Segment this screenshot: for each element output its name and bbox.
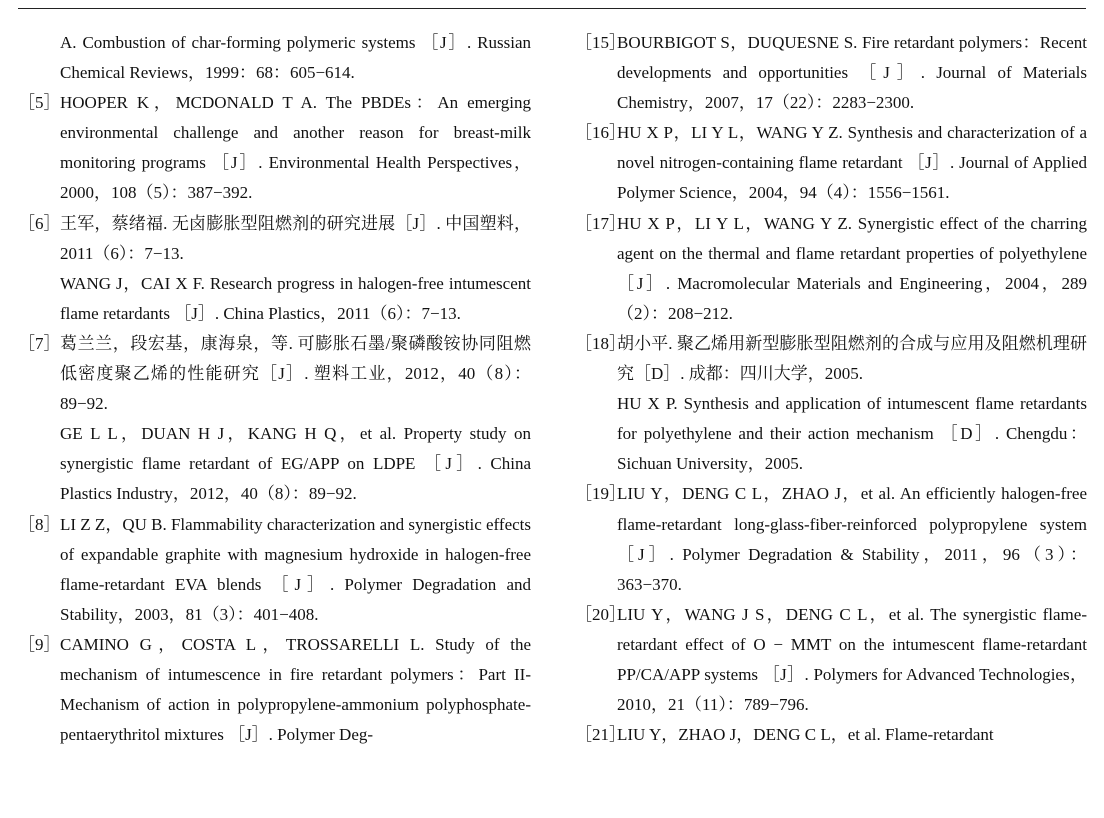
reference-entry [18,630,531,750]
reference-entry [18,510,531,630]
reference-text: HOOPER K，MCDONALD T A. The PBDEs：An emerging environmental challenge and another reason for breast-milk monitoring programs ［J］. Environmental Health Perspectives，2000，108（5）：387−392. [60,93,531,203]
reference-entry [18,88,531,208]
reference-column-left [18,28,531,750]
reference-entry [575,209,1087,329]
reference-text: LIU Y，DENG C L，ZHAO J，et al. An efficiently halogen-free flame-retardant long-glass-fiber-reinforced polypropylene system ［J］. Polymer Degradation & Stability，2011，96（3）：363−370. [617,484,1087,594]
reference-entry [575,600,1087,720]
reference-number: ［8］ [18,514,61,534]
reference-column-right [575,28,1087,750]
reference-entry [18,329,531,510]
reference-text: WANG J，CAI X F. Research progress in halogen-free intumescent flame retardants ［J］. China Plastics，2011（6）：7−13. [60,273,531,323]
reference-number: ［5］ [18,93,61,113]
reference-number: ［9］ [18,634,61,654]
reference-number: ［20］ [575,604,626,624]
reference-text: LIU Y，ZHAO J，DENG C L，et al. Flame-retardant [617,725,994,745]
reference-entry [575,720,1087,750]
reference-entry [575,329,1087,479]
top-rule [18,8,1086,9]
reference-text: 葛兰兰，段宏基，康海泉，等. 可膨胀石墨/聚磷酸铵协同阻燃低密度聚乙烯的性能研究［J］. 塑料工业，2012，40（8）：89−92. [60,333,531,414]
reference-number: ［19］ [575,484,626,504]
reference-text: 胡小平. 聚乙烯用新型膨胀型阻燃剂的合成与应用及阻燃机理研究［D］. 成都：四川大学，2005. [617,333,1087,384]
reference-text: LI Z Z，QU B. Flammability characterization and synergistic effects of expandable graphite with magnesium hydroxide in halogen-free flame-retardant EVA blends ［J］. Polymer Degradation and Stability，2003，81（3）：401−408. [60,514,531,624]
reference-entry [575,118,1087,208]
reference-number: ［6］ [18,213,61,233]
reference-entry [18,209,531,329]
reference-text: A. Combustion of char-forming polymeric systems ［J］. Russian Chemical Reviews，1999：68：605−614. [60,33,531,83]
reference-text: CAMINO G，COSTA L，TROSSARELLI L. Study of the mechanism of intumescence in fire retardant polymers：Part II-Mechanism of action in polypropylene-ammonium polyphosphate-pentaerythritol mixtures ［J］. Polymer Deg- [60,634,531,745]
reference-text: BOURBIGOT S，DUQUESNE S. Fire retardant polymers：Recent developments and opportunities ［J］. Journal of Materials Chemistry，2007，17（22）：2283−2300. [617,33,1087,113]
reference-number: ［7］ [18,333,61,353]
reference-text: HU X P，LI Y L，WANG Y Z. Synthesis and characterization of a novel nitrogen-containing flame retardant ［J］. Journal of Applied Polymer Science，2004，94（4）：1556−1561. [617,123,1087,203]
reference-entry [575,479,1087,599]
reference-entry [18,28,531,88]
reference-number: ［17］ [575,213,626,233]
reference-text: HU X P，LI Y L，WANG Y Z. Synergistic effect of the charring agent on the thermal and flame retardant properties of polyethylene ［J］. Macromolecular Materials and Engineering，2004，289（2）：208−212. [617,213,1087,323]
reference-entry [575,28,1087,118]
reference-text: HU X P. Synthesis and application of intumescent flame retardants for polyethylene and their action mechanism ［D］. Chengdu：Sichuan University，2005. [617,394,1087,474]
reference-text: GE L L，DUAN H J，KANG H Q，et al. Property study on synergistic flame retardant of EG/APP on LDPE ［J］. China Plastics Industry，2012，40（8）：89−92. [60,424,531,504]
reference-number: ［15］ [575,33,626,52]
reference-number: ［18］ [575,333,626,353]
reference-number: ［16］ [575,123,626,143]
reference-text: 王军，蔡绪福. 无卤膨胀型阻燃剂的研究进展［J］. 中国塑料，2011（6）：7−13. [60,213,531,263]
reference-text: LIU Y，WANG J S，DENG C L，et al. The synergistic flame-retardant effect of O − MMT on the intumescent flame-retardant PP/CA/APP systems ［J］. Polymers for Advanced Technologies，2010，21（11）：789−796. [617,604,1087,715]
reference-number: ［21］ [575,725,626,745]
